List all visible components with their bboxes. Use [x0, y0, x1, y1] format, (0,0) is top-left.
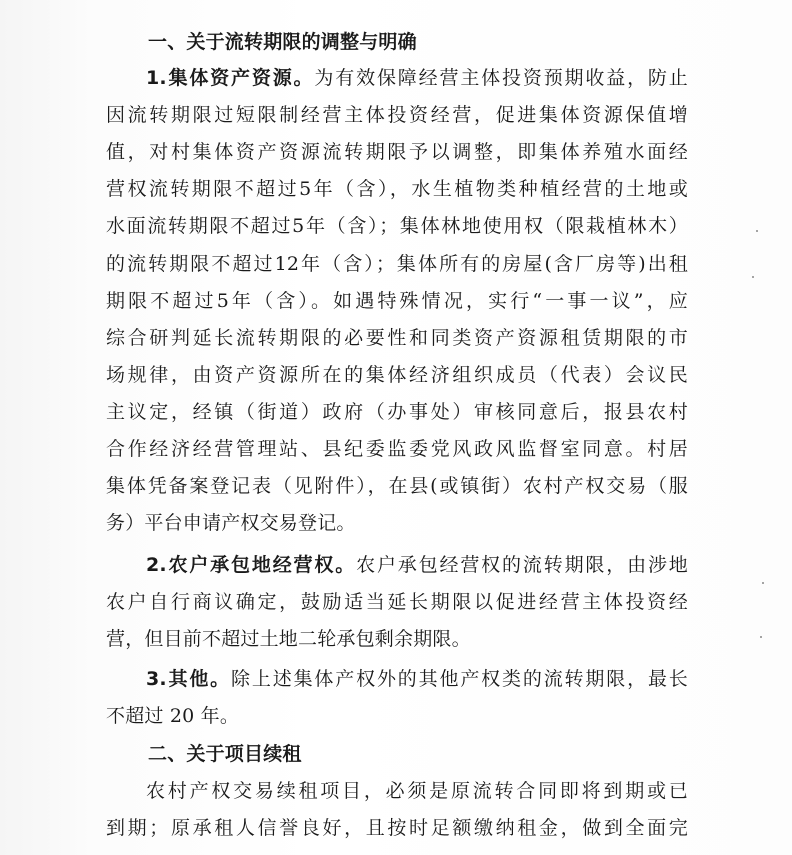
paragraph-4-line-1: 农村产权交易续租项目，必须是原流转合同即将到期或已 — [146, 780, 688, 802]
paragraph-1-line-4: 营权流转期限不超过5年（含），水生植物类种植经营的土地或 — [106, 178, 688, 200]
paragraph-4-line-2: 到期；原承租人信誉良好，且按时足额缴纳租金，做到全面完 — [106, 817, 688, 839]
paragraph-1-line-12: 集体凭备案登记表（见附件），在县(或镇街）农村产权交易（服 — [106, 475, 688, 497]
paragraph-1-line-8: 综合研判延长流转期限的必要性和同类资产资源租赁期限的市 — [106, 327, 688, 349]
paragraph-2-line-1: 2.农户承包地经营权。农户承包经营权的流转期限，由涉地 — [146, 554, 689, 576]
paragraph-1-line-2: 因流转期限过短限制经营主体投资经营，促进集体资源保值增 — [106, 104, 688, 126]
paragraph-1-line-1: 1.集体资产资源。为有效保障经营主体投资预期收益，防止 — [146, 67, 688, 89]
scan-speck — [760, 636, 762, 638]
scan-speck — [756, 230, 758, 232]
paragraph-2-line-3: 营，但目前不超过土地二轮承包剩余期限。 — [106, 628, 471, 650]
paragraph-1-line-10: 主议定，经镇（街道）政府（办事处）审核同意后，报县农村 — [106, 401, 688, 423]
paragraph-1-line-9: 场规律，由资产资源所在的集体经济组织成员（代表）会议民 — [106, 364, 688, 386]
paragraph-1-line-3: 值，对村集体资产资源流转期限予以调整，即集体养殖水面经 — [106, 141, 688, 163]
paragraph-1-line-5: 水面流转期限不超过5年（含）；集体林地使用权（限栽植林木） — [106, 215, 688, 237]
section-heading-1: 一、关于流转期限的调整与明确 — [148, 31, 417, 53]
paragraph-3-line-2: 不超过 20 年。 — [106, 705, 240, 727]
paragraph-1-line-7: 期限不超过5年（含）。如遇特殊情况，实行“一事一议”，应 — [106, 290, 688, 312]
scan-speck — [762, 582, 764, 584]
paragraph-1-line-11: 合作经济经营管理站、县纪委监委党风政风监督室同意。村居 — [106, 438, 688, 460]
scan-speck — [752, 276, 754, 278]
paragraph-2-line-2: 农户自行商议确定，鼓励适当延长期限以促进经营主体投资经 — [106, 591, 688, 613]
section-heading-2: 二、关于项目续租 — [148, 743, 302, 765]
item-title-other: 3.其他。 — [146, 668, 232, 690]
item-title-collective-assets: 1.集体资产资源。 — [146, 67, 315, 89]
paragraph-3-line-1: 3.其他。除上述集体产权外的其他产权类的流转期限，最长 — [146, 668, 688, 690]
item-title-household-land: 2.农户承包地经营权。 — [146, 554, 357, 576]
paragraph-1-line-13: 务）平台申请产权交易登记。 — [106, 512, 356, 534]
paragraph-1-line-6: 的流转期限不超过12年（含）；集体所有的房屋(含厂房等)出租 — [106, 253, 688, 275]
